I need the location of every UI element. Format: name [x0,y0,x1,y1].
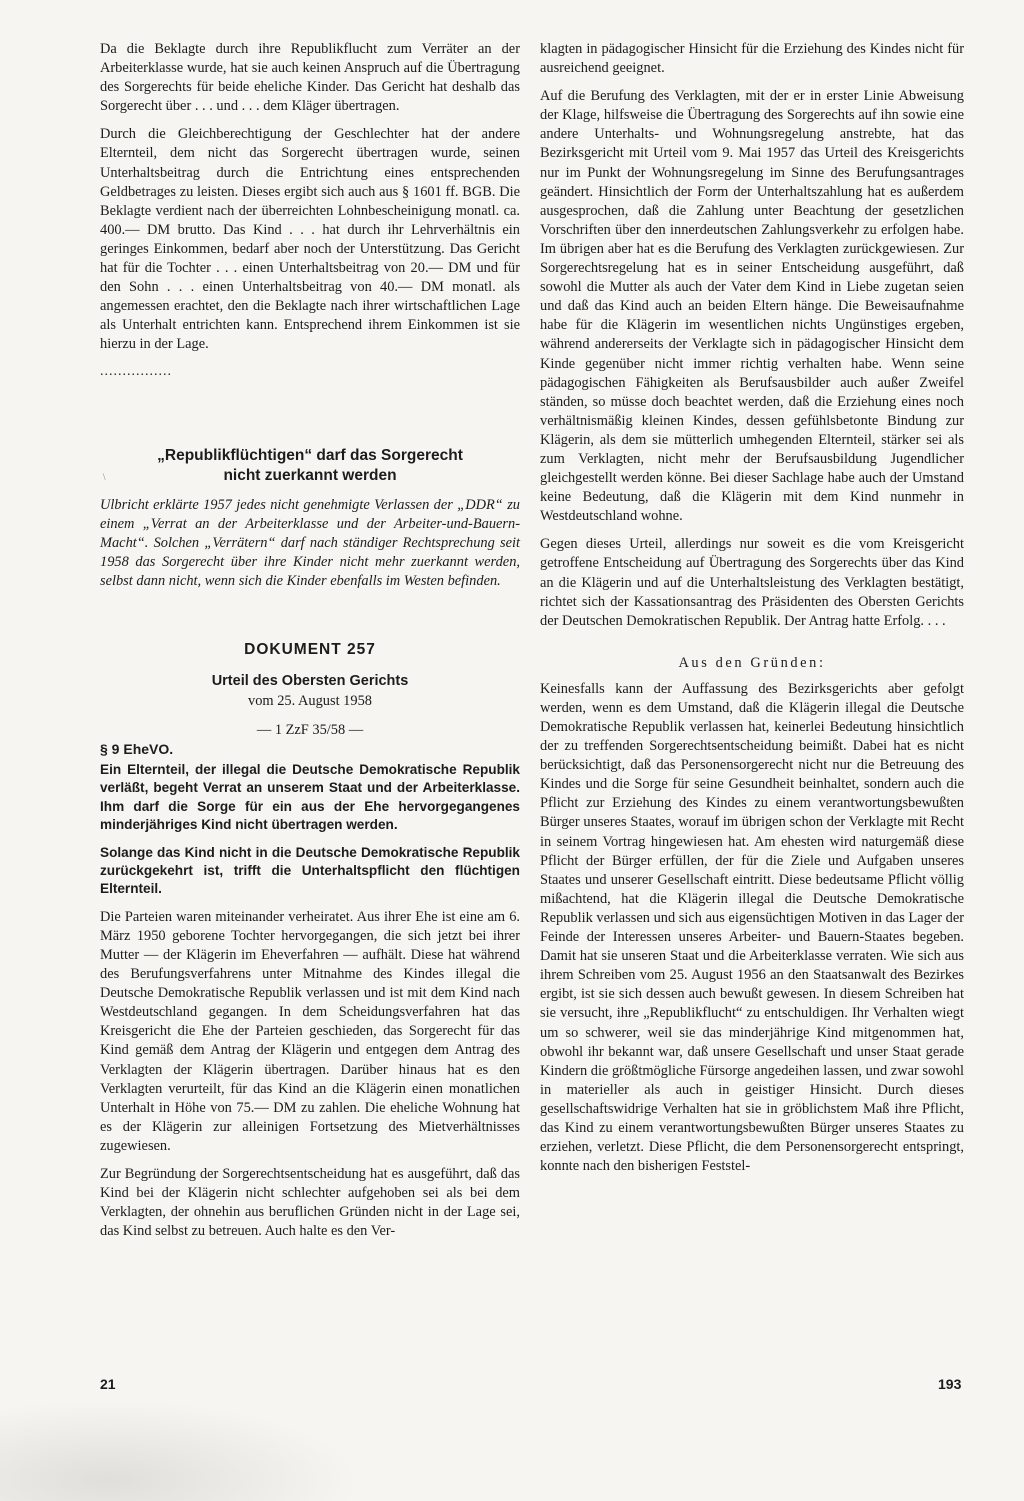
headnote: Solange das Kind nicht in die Deutsche Demokratische Republik zurückgekehrt ist, trifft die Unterhaltspflicht den flüchtigen Elternteil. [100,844,520,897]
margin-mark: \ [103,472,106,482]
paragraph: Da die Beklagte durch ihre Republikflucht zum Verräter an der Arbeiterklasse wurde, hat sie auch keinen Anspruch auf die Übertragung des Sorgerechts für beide eheliche Kinder. Das Gericht hat deshalb das Sorgerecht über . . . und . . . dem Kläger übertragen. [100,41,520,115]
statute-reference: § 9 EheVO. [100,740,174,757]
headnote: Ein Elternteil, der illegal die Deutsche Demokratische Republik verläßt, begeht Verrat an unserem Staat und der Arbeiterklasse. Ihm darf die Sorge für ein aus der Ehe hervorgegangenes minderjähriges Kind nicht übertragen werden. [100,761,520,833]
right-column [540,40,964,1185]
case-number: — 1 ZzF 35/58 — [256,721,364,738]
paragraph: Gegen dieses Urteil, allerdings nur soweit es die vom Kreisgericht getroffene Entscheidung auf Übertragung des Sorgerechts über das Kind an die Klägerin und auf die Unterhaltsleistung des Verklagten bestätigt, richtet sich der Kassationsantrag des Präsidenten des Obersten Gerichts der Deutschen Demokratischen Republik. Der Antrag hatte Erfolg. . . . [540,536,964,629]
paragraph: Auf die Berufung des Verklagten, mit der er in erster Linie Abweisung der Klage, hilfsweise die Übertragung des Sorgerechts auf ihn sowie eine andere Unterhalts- und Wohnungsregelung anstrebte, hat das Bezirksgericht mit Urteil vom 9. Mai 1957 das Urteil des Kreisgerichts nur im Punkt der Wohnungsregelung im Sinne des Berufungsantrages geändert. Hinsichtlich der Form der Unterhaltszahlung hat es außerdem ausgesprochen, daß die Zahlung unter Beachtung der gesetzlichen Vorschriften über den innerdeutschen Zahlungsverkehr zu erfolgen habe. Im übrigen aber hat es die Berufung des Verklagten zurückgewiesen. Zur Sorgerechtsregelung hat es in seiner Entscheidung ausgeführt, daß sowohl die Mutter als auch der Vater dem Kind in Liebe zugetan seien und daß das Kind auch an beiden Eltern hänge. Die Beweisaufnahme habe für die Klägerin im wesentlichen nichts Ungünstiges ergeben, während andererseits der Verklagte sich in pädagogischer Hinsicht dem Kinde gegenüber nicht immer richtig verhalten habe. Wenn seine pädagogischen Fähigkeiten als Berufsausbilder auch außer Zweifel ständen, so müsse doch beachtet werden, daß die Erziehung eines noch verhältnismäßig kleinen Kindes, dessen gefühlsbetonte Bindung zur Klägerin, als dem sie mütterlich umhegenden Elternteil, stärker sei als zum Verklagten, nicht mehr der Berufsausbildung Jugendlicher gleichgestellt werden könne. Bei dieser Sachlage habe auch der Umstand keine Bedeutung, daß die Klägerin mit dem Kind nunmehr in Westdeutschland wohne. [540,88,964,525]
paragraph: Durch die Gleichberechtigung der Geschlechter hat der andere Elternteil, dem nicht das Sorgerecht übertragen wurde, seinen Unterhaltsbeitrag durch die Entrichtung eines entsprechenden Geldbetrages zu leisten. Dieses ergibt sich auch aus § 1601 ff. BGB. Die Beklagte verdient nach der überreichten Lohnbescheinigung monatl. ca. 400.— DM brutto. Das Kind . . . hat durch ihr Lehrverhältnis ein geringes Einkommen, bedarf aber noch der Unterstützung. Das Gericht hat für die Tochter . . . einen Unterhaltsbeitrag von 20.— DM und für den Sohn . . . einen Unterhaltsbeitrag von 40.— DM monatl. als angemessen erachtet, den die Beklagte nach ihrer wirtschaftlichen Lage als Unterhalt entrichten kann. Entsprechend ihrem Einkommen ist sie hierzu in der Lage. [100,126,520,353]
judgment-date: vom 25. August 1958 [248,692,372,709]
left-column [100,40,520,1250]
paragraph: Die Parteien waren miteinander verheiratet. Aus ihrer Ehe ist eine am 6. März 1950 geborene Tochter hervorgegangen, die sich jetzt bei ihrer Mutter — der Klägerin im Eheverfahren — aufhält. Diese hat während des Berufungsverfahrens unter Mitnahme des Kindes illegal die Deutsche Demokratische Republik verlassen und ist mit dem Kind nach Westdeutschland gegangen. In dem Scheidungsverfahren hat das Kreisgericht die Ehe der Parteien geschieden, das Sorgerecht für das Kind gemäß dem Antrag der Klägerin und entgegen dem Antrag des Verklagten der Klägerin übertragen. Darüber hinaus hat es den Verklagten verurteilt, für das Kind an die Klägerin einen monatlichen Unterhalt in Höhe von 75.— DM zu zahlen. Die eheliche Wohnung hat es der Klägerin zur alleinigen Fortsetzung des Mietverhältnisses zugewiesen. [100,908,520,1154]
judgment-title: Urteil des Obersten Gerichts [211,672,409,689]
paragraph: Keinesfalls kann der Auffassung des Bezirksgerichts aber gefolgt werden, wenn es dem Umstand, daß die Klägerin illegal die Deutsche Demokratische Republik verlassen hat, keinerlei Bedeutung hinsichtlich der zu treffenden Sorgerechtsentscheidung beimißt. Dabei hat es nicht berücksichtigt, daß das Personensorgerecht nicht nur die Betreuung des Kindes und die Sorge für seine Gesundheit beinhaltet, sondern auch die Pflicht zur Erziehung des Kindes zu einem verantwortungsbewußten Bürger unseres Staates, worauf im übrigen schon der Verklagte mit Recht in seinem Vortrag hingewiesen hat. Am ehesten wird naturgemäß diese Pflicht der Bürger erfüllen, der für die Ziele und Aufgaben unseres Staates und unserer Gesellschaft eintritt. Diese bedeutsame Pflicht völlig mißachtend, hat die Klägerin illegal die Deutsche Demokratische Republik verlassen und sich aus eigensüchtigen Motiven in das Lager der Feinde der Interessen unseres Arbeiter- und Bauern-Staates begeben. Damit hat sie unseren Staat und die Arbeiterklasse verraten. Wie sich aus ihrem Schreiben vom 25. August 1956 an den Staatsanwalt des Bezirkes ergibt, ist sie sich dessen auch bewußt gewesen. In diesem Schreiben hat sie versucht, ihre „Republikflucht“ zu entschuldigen. Ihr Verhalten wiegt um so schwerer, weil sie das minderjährige Kind mitgenommen hat, obwohl ihr bekannt war, daß unsere Gesellschaft und unser Staat gerade Kindern die größtmögliche Fürsorge angedeihen lassen, und zwar sowohl in materieller als auch in geistiger Hinsicht. Durch dieses gesellschaftswidrige Verhalten hat sie in gröblichstem Maß ihre Pflicht, das Kind zu einem verantwortungsbewußten Bürger unseres Staates zu erziehen, verletzt. Diese Pflicht, die dem Personensorgerecht entspringt, konnte nach den bisherigen Feststel- [540,680,964,1175]
reasons-heading: Aus den Gründen: [678,654,826,671]
paper-stain [0,1400,360,1501]
document-number: DOKUMENT 257 [244,640,376,658]
paragraph: klagten in pädagogischer Hinsicht für die Erziehung des Kindes nicht für ausreichend geeignet. [540,41,964,77]
section-heading-line: nicht zuerkannt werden [223,466,397,484]
section-heading-line: „Republikflüchtigen“ darf das Sorgerecht [157,446,463,464]
section-heading [100,446,520,486]
editorial-note: Ulbricht erklärte 1957 jedes nicht genehmigte Verlassen der „DDR“ zu einem „Verrat an der Arbeiterklasse und der Arbeiter-und-Bauern-Macht“. Solchen „Verrätern“ darf nach ständiger Rechtsprechung seit 1958 das Sorgerecht über ihre Kinder nicht mehr zuerkannt werden, selbst dann nicht, wenn sich die Kinder ebenfalls im Westen befinden. [100,496,520,589]
page-number-left: 21 [100,1376,116,1392]
page-number-right: 193 [938,1376,962,1392]
ellipsis-separator: ................ [100,363,172,379]
paragraph: Zur Begründung der Sorgerechtsentscheidung hat es ausgeführt, daß das Kind bei der Klägerin nicht schlechter aufgehoben sei als bei dem Verklagten, der ohnehin aus beruflichen Gründen nicht in der Lage sei, das Kind selbst zu betreuen. Auch halte es den Ver- [100,1166,520,1240]
